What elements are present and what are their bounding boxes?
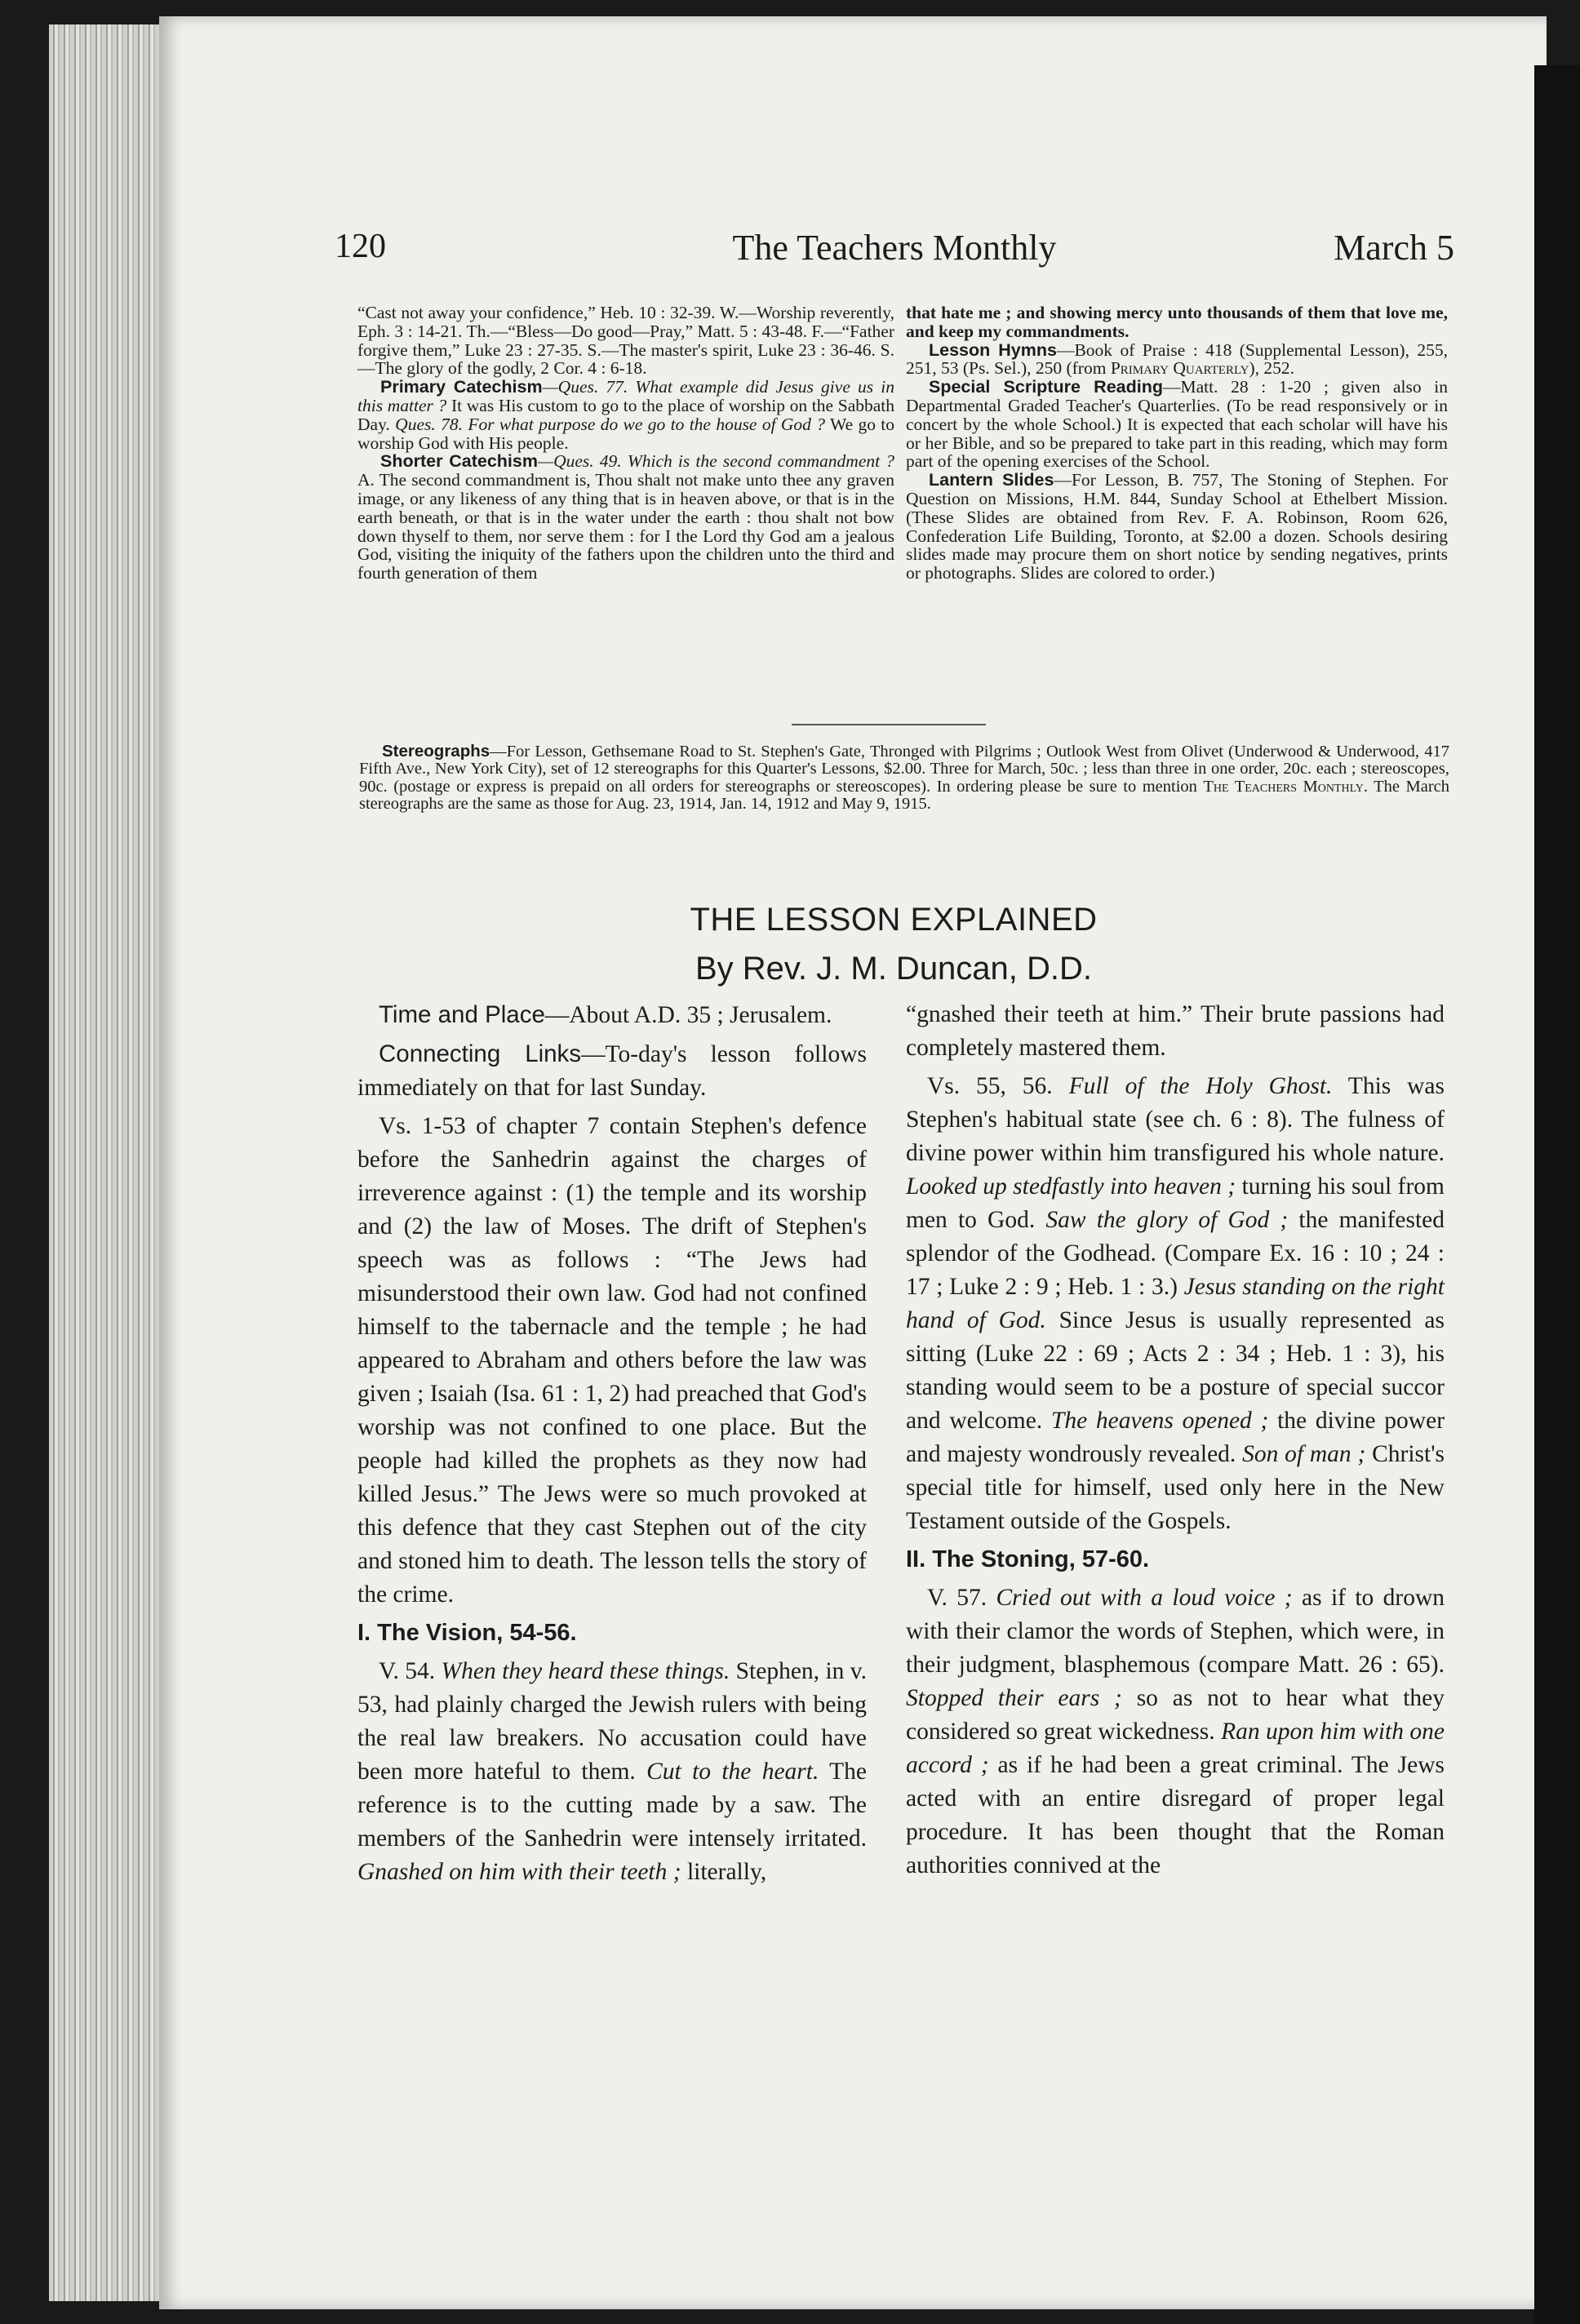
verse-55-quote-5: The heavens opened ; xyxy=(1050,1408,1269,1434)
verse-54-quote-3: Gnashed on him with their teeth ; xyxy=(357,1859,681,1885)
running-head xyxy=(335,227,1454,276)
lantern-slides-label: Lantern Slides xyxy=(929,470,1054,490)
verse-57-text-1: as if to drown with their clamor the words of Stephen, which were, in their judgment, blasphemous (compare Matt. 26 : 65). xyxy=(906,1585,1445,1678)
connecting-links-label: Connecting Links xyxy=(379,1040,582,1067)
primary-q78: Ques. 78. xyxy=(395,414,463,434)
primary-q78-answer: We go to worship God with His people. xyxy=(357,414,895,453)
notes-right-column xyxy=(906,304,1448,583)
stereographs-label: Stereographs xyxy=(382,742,490,761)
verses-55-56-paragraph xyxy=(906,1070,1445,1538)
verse-55-quote-3: Saw the glory of God ; xyxy=(1045,1207,1289,1233)
shorter-catechism xyxy=(357,452,894,583)
lesson-hymns-label: Lesson Hymns xyxy=(929,339,1057,360)
verse-55-text-3: the manifested splendor of the Godhead. (Compare Ex. 16 : 10 ; 24 : 17 ; Luke 2 : 9 ; Heb. 1 : 3.) xyxy=(906,1207,1445,1300)
verse-55-quote-2: Looked up stedfastly into heaven ; xyxy=(906,1173,1236,1200)
lesson-hymns-text: —Book of Praise : 418 (Supplemental Lesson), 255, 251, 53 (Ps. Sel.), 250 (from xyxy=(906,339,1448,379)
verse-54-text-3: literally, xyxy=(686,1859,767,1885)
lesson-right-column xyxy=(906,998,1445,1887)
verse-57-quote-1: Cried out with a loud voice ; xyxy=(996,1585,1293,1611)
special-scripture-label: Special Scripture Reading xyxy=(929,377,1163,397)
background-paragraph: Vs. 1-53 of chapter 7 contain Stephen's defence before the Sanhedrin against the charges of irreverence against : (1) the temple and its worship and (2) the law of Moses. The drift of Stephen's speech was as follows : “The Jews had misunderstood their own law. God had not confined himself to the tabernacle and the temple ; he had appeared to Abraham and others before the law was given ; Isaiah (Isa. 61 : 1, 2) had preached that God's worship was not confined to one place. But the people had killed the prophets as they now had killed Jesus.” The Jews were so much provoked at this defence that they cast Stephen out of the city and stoned him to death. The lesson tells the story of the crime. xyxy=(357,1113,867,1608)
running-date: March 5 xyxy=(1334,228,1454,268)
shorter-q49-answer: A. The second commandment is, Thou shalt not make unto thee any graven image, or any likeness of any thing that is in heaven above, or that is in the earth beneath, or that is in the water under the earth : thou shalt not bow down thyself to them, nor serve them : for I the Lord thy God am a jealous God, visiting the iniquity of the fathers upon the children unto the third and fourth generation of them xyxy=(357,470,894,583)
verse-57-quote-3: Ran upon him with one accord ; xyxy=(906,1719,1445,1778)
primary-q77-answer: It was His custom to go to the place of worship on the Sabbath Day. xyxy=(357,395,895,434)
verse-55-text-2: turning his soul from men to God. xyxy=(906,1173,1445,1233)
verse-57-text-3: as if he had been a great criminal. The Jews acted with an entire disregard of proper legal procedure. It has been thought that the Roman authorities connived at the xyxy=(906,1752,1445,1878)
verse-55-quote-1: Full of the Holy Ghost. xyxy=(1068,1073,1333,1099)
page-number: 120 xyxy=(335,228,386,265)
lesson-hymns-source: Primary Quarterly xyxy=(1110,358,1249,379)
verse-54-text-1: Stephen, in v. 53, had plainly charged the Jewish rulers with being the real law breakers. No accusation could have been more hateful to them. xyxy=(357,1658,867,1785)
verse-55-quote-6: Son of man ; xyxy=(1242,1441,1366,1467)
primary-q77-question: What example did Jesus give us in this matter ? xyxy=(357,377,894,415)
notes-left-column xyxy=(357,304,894,583)
time-and-place-label: Time and Place xyxy=(379,1001,545,1028)
section-heading-stoning: II. The Stoning, 57-60. xyxy=(906,1546,1150,1572)
verse-57-quote-2: Stopped their ears ; xyxy=(906,1685,1122,1711)
stereographs-paragraph xyxy=(359,743,1449,813)
stereographs-text-2: . The March stereographs are the same as those for Aug. 23, 1914, Jan. 14, 1912 and May 9, 1915. xyxy=(359,777,1449,813)
lesson-hymns xyxy=(906,341,1448,379)
stereographs-text-1: —For Lesson, Gethsemane Road to St. Stephen's Gate, Thronged with Pilgrims ; Outlook West from Olivet (Underwood & Underwood, 417 Fifth Ave., New York City), set of 12 stereographs for this Quarter's Lessons, $2.00. Three for March, 50c. ; less than three in one order, 20c. each ; stereoscopes, 90c. (postage or express is prepaid on all orders for stereographs or stereoscopes). In ordering please be sure to mention xyxy=(359,743,1449,796)
verse-54-continuation: “gnashed their teeth at him.” Their brute passions had completely mastered them. xyxy=(906,1001,1445,1061)
verse-54-ref: V. 54. xyxy=(379,1658,436,1684)
commandment-continuation: that hate me ; and showing mercy unto thousands of them that love me, and keep my commandments. xyxy=(906,303,1448,341)
verse-54-paragraph xyxy=(357,1655,867,1889)
verse-54-quote-2: Cut to the heart. xyxy=(646,1759,819,1785)
book-page-edges xyxy=(49,24,171,2301)
verse-55-text-4: Since Jesus is usually represented as sitting (Luke 22 : 69 ; Acts 2 : 34 ; Heb. 1 : 3), his standing would seem to be a posture of special succor and welcome. xyxy=(906,1307,1445,1434)
verse-57-paragraph xyxy=(906,1581,1445,1883)
verse-57-text-2: so as not to hear what they considered so great wickedness. xyxy=(906,1685,1445,1745)
daily-readings: “Cast not away your confidence,” Heb. 10 : 32-39. W.—Worship reverently, Eph. 3 : 14-21. Th.—“Bless—Do good—Pray,” Matt. 5 : 43-48. F.—“Father forgive them,” Luke 23 : 27-35. S.—The master's spirit, Luke 23 : 36-46. S.—The glory of the godly, 2 Cor. 4 : 6-18. xyxy=(357,303,894,379)
verse-54-quote-1: When they heard these things. xyxy=(441,1658,730,1684)
section-divider xyxy=(792,724,986,725)
connecting-links-text: —To-day's lesson follows immediately on that for last Sunday. xyxy=(357,1041,867,1101)
lantern-slides-text: —For Lesson, B. 757, The Stoning of Stephen. For Question on Missions, H.M. 844, Sunday School at Ethelbert Mission. (These Slides are obtained from Rev. F. A. Robinson, Room 626, Confederation Life Building, Toronto, at $2.00 a dozen. Schools desiring slides made may procure them on short notice by sending negatives, prints or photographs. Slides are colored to order.) xyxy=(906,470,1448,583)
stereographs-note xyxy=(359,743,1449,813)
verse-54-text-2: The reference is to the cutting made by a saw. The members of the Sanhedrin were intensely irritated. xyxy=(357,1759,868,1852)
verse-55-text-5: the divine power and majesty wondrously revealed. xyxy=(906,1408,1445,1467)
primary-q78-question: For what purpose do we go to the house of God ? xyxy=(468,414,826,434)
verse-55-text-1: This was Stephen's habitual state (see ch. 6 : 8). The fulness of divine power within him transfigured his whole nature. xyxy=(906,1073,1445,1166)
primary-catechism-label: Primary Catechism xyxy=(380,377,543,397)
primary-catechism xyxy=(357,378,894,452)
lesson-heading: THE LESSON EXPLAINED xyxy=(690,902,1098,938)
stereographs-magazine-name: The Teachers Monthly xyxy=(1203,777,1364,796)
lesson-left-column xyxy=(357,998,867,1894)
special-scripture-text: —Matt. 28 : 1-20 ; given also in Departmental Graded Teacher's Quarterlies. (To be read responsively or in concert by the whole School.) It is expected that each scholar will have his or her Bible, and so be prepared to take part in this reading, which may form part of the opening exercises of the School. xyxy=(906,377,1448,472)
verse-55-quote-4: Jesus standing on the right hand of God. xyxy=(906,1274,1445,1333)
special-scripture-reading xyxy=(906,378,1448,471)
verses-55-56-ref: Vs. 55, 56. xyxy=(927,1073,1053,1099)
primary-q77: —Ques. 77. xyxy=(542,377,628,397)
running-title: The Teachers Monthly xyxy=(732,228,1057,268)
shorter-q49-question: Which is the second commandment ? xyxy=(627,451,895,472)
lantern-slides xyxy=(906,471,1448,583)
lesson-author: By Rev. J. M. Duncan, D.D. xyxy=(695,951,1093,987)
shorter-catechism-label: Shorter Catechism xyxy=(380,451,538,472)
shorter-q49: —Ques. 49. xyxy=(537,451,622,472)
verse-55-text-6: Christ's special title for himself, used only here in the New Testament outside of the Gospels. xyxy=(906,1441,1445,1534)
time-and-place-text: —About A.D. 35 ; Jerusalem. xyxy=(544,1002,832,1028)
time-and-place xyxy=(357,998,867,1032)
section-heading-vision: I. The Vision, 54-56. xyxy=(357,1620,577,1646)
lesson-hymns-end: ), 252. xyxy=(1249,358,1295,379)
verse-57-ref: V. 57. xyxy=(927,1585,988,1611)
scan-border xyxy=(1534,65,1580,2324)
connecting-links xyxy=(357,1037,867,1105)
